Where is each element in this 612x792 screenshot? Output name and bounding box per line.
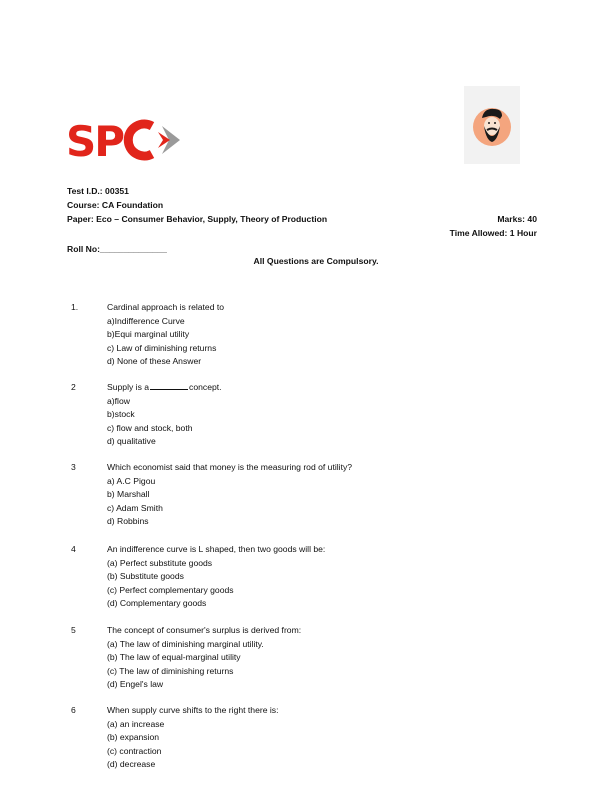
option: c) Law of diminishing returns xyxy=(107,342,217,353)
question-text: Cardinal approach is related to xyxy=(107,302,225,312)
option: (a) an increase xyxy=(107,718,165,729)
svg-text:SP: SP xyxy=(66,117,124,166)
roll-no: Roll No:______________ xyxy=(67,244,167,254)
marks: Marks: 40 xyxy=(497,214,537,224)
time-allowed: Time Allowed: 1 Hour xyxy=(449,228,537,238)
option: a)flow xyxy=(107,395,130,406)
question-number: 5 xyxy=(71,625,76,635)
option: (c) contraction xyxy=(107,745,162,756)
option: (d) Engel's law xyxy=(107,679,164,689)
option: c) flow and stock, both xyxy=(107,422,193,433)
question-text: When supply curve shifts to the right there is: xyxy=(107,705,279,715)
option: b) Marshall xyxy=(107,489,150,499)
instruction: All Questions are Compulsory. xyxy=(253,256,379,266)
option: (a) The law of diminishing marginal utility. xyxy=(107,638,264,649)
option: a) A.C Pigou xyxy=(107,475,156,486)
question-text: The concept of consumer's surplus is derived from: xyxy=(107,625,302,635)
option: (d) Complementary goods xyxy=(107,598,207,608)
bearded-man-icon xyxy=(464,86,520,164)
question-number: 1. xyxy=(71,302,79,312)
test-id: Test I.D.: 00351 xyxy=(67,186,129,196)
question-text: Supply is a concept. xyxy=(107,382,222,392)
answer-blank xyxy=(150,381,188,390)
spc-logo xyxy=(66,116,188,168)
option: b)Equi marginal utility xyxy=(107,329,190,339)
option: d) Robbins xyxy=(107,516,149,526)
option: (d) decrease xyxy=(107,759,156,769)
option: (a) Perfect substitute goods xyxy=(107,557,213,568)
question-number: 2 xyxy=(71,382,76,392)
option: (c) The law of diminishing returns xyxy=(107,665,234,676)
option: d) None of these Answer xyxy=(107,356,202,366)
course: Course: CA Foundation xyxy=(67,200,164,210)
option: c) Adam Smith xyxy=(107,502,163,513)
question-number: 6 xyxy=(71,705,76,715)
option: (b) expansion xyxy=(107,732,160,742)
option: a)Indifference Curve xyxy=(107,315,185,326)
option: (b) Substitute goods xyxy=(107,571,184,581)
avatar xyxy=(464,86,520,164)
question-number: 3 xyxy=(71,462,76,472)
option: b)stock xyxy=(107,409,135,419)
paper-title: Paper: Eco – Consumer Behavior, Supply, Theory of Production xyxy=(67,214,328,224)
option: d) qualitative xyxy=(107,436,156,446)
option: (b) The law of equal-marginal utility xyxy=(107,652,241,662)
option: (c) Perfect complementary goods xyxy=(107,584,234,595)
question-number: 4 xyxy=(71,544,76,554)
question-text: An indifference curve is L shaped, then two goods will be: xyxy=(107,544,326,554)
question-text: Which economist said that money is the measuring rod of utility? xyxy=(107,462,353,472)
